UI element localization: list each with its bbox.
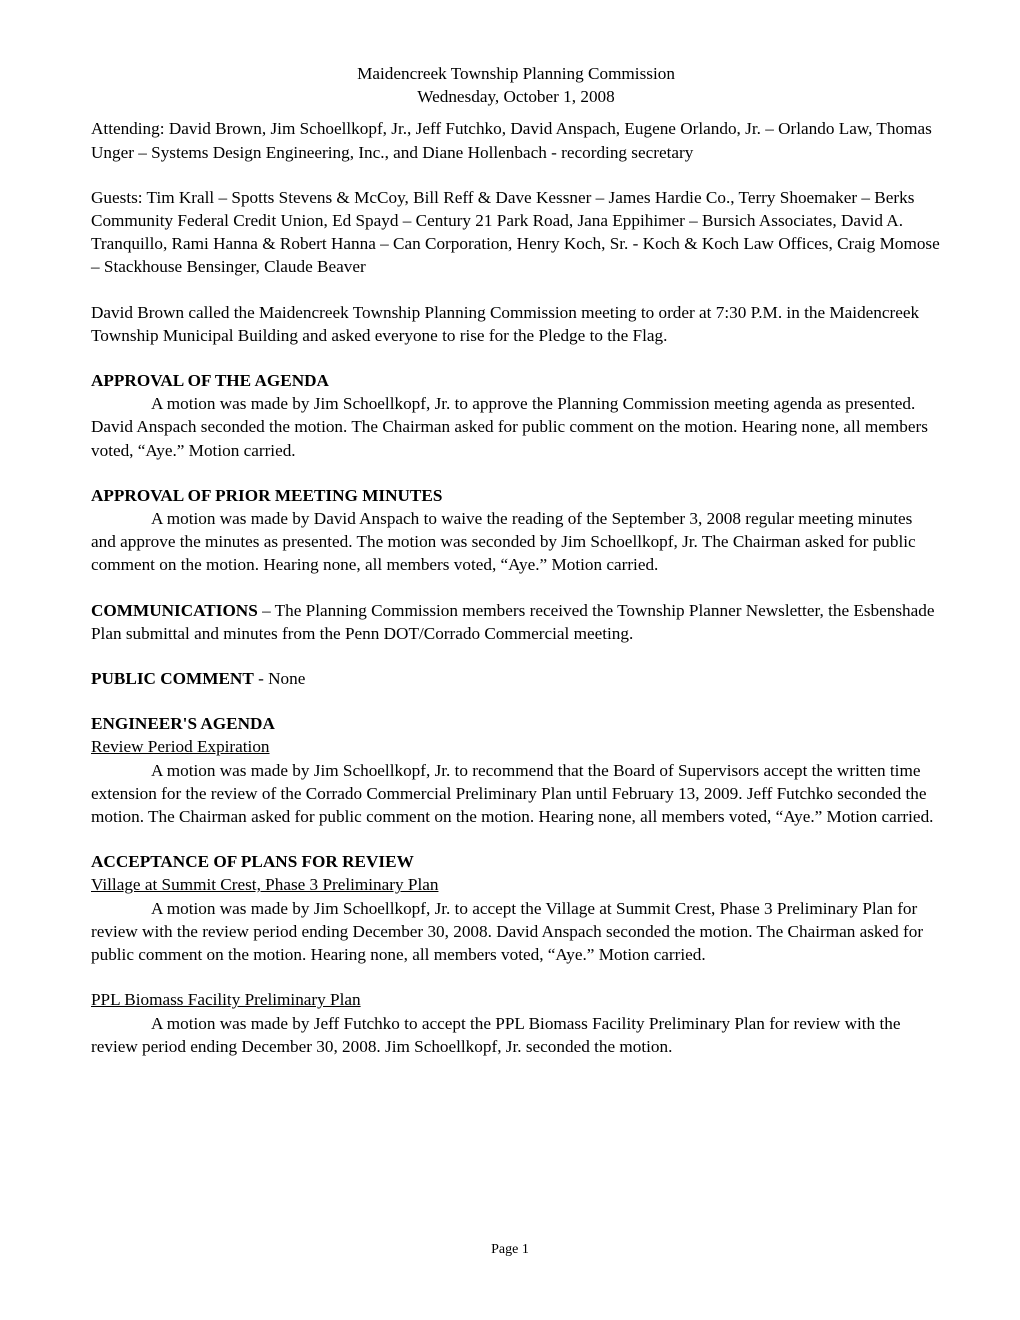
acceptance-item2-subheading: PPL Biomass Facility Preliminary Plan: [91, 990, 361, 1010]
document-header: [91, 62, 941, 108]
engineer-heading: ENGINEER'S AGENDA: [91, 714, 275, 734]
communications-paragraph: [91, 599, 941, 645]
agenda-text: A motion was made by Jim Schoellkopf, Jr. to approve the Planning Commission meeting agenda as presented. David Anspach seconded the motion. The Chairman asked for public comment on the motion. Hearing none, all members voted, “Aye.” Motion carried.: [91, 394, 928, 460]
public-comment-heading: PUBLIC COMMENT: [91, 669, 254, 689]
minutes-text: A motion was made by David Anspach to waive the reading of the September 3, 2008 regular meeting minutes and approve the minutes as presented. The motion was seconded by Jim Schoellkopf, Jr. The Chairman asked for public comment on the motion. Hearing none, all members voted, “Aye.” Motion carried.: [91, 509, 916, 575]
acceptance-item1-subheading: Village at Summit Crest, Phase 3 Preliminary Plan: [91, 875, 439, 895]
document-page: [91, 62, 941, 1058]
communications-text: – The Planning Commission members received the Township Planner Newsletter, the Esbenshade Plan submittal and minutes from the Penn DOT/Corrado Commercial meeting.: [91, 600, 935, 643]
agenda-heading: APPROVAL OF THE AGENDA: [91, 371, 329, 391]
attending-paragraph: Attending: David Brown, Jim Schoellkopf, Jr., Jeff Futchko, David Anspach, Eugene Orlando, Jr. – Orlando Law, Thomas Unger – Systems Design Engineering, Inc., and Diane Hollenbach - recording secretary: [91, 119, 932, 162]
engineer-text: A motion was made by Jim Schoellkopf, Jr. to recommend that the Board of Supervisors accept the written time extension for the review of the Corrado Commercial Preliminary Plan until February 13, 2009. Jeff Futchko seconded the motion. The Chairman asked for public comment on the motion. Hearing none, all members voted, “Aye.” Motion carried.: [91, 760, 934, 827]
call-to-order-paragraph: David Brown called the Maidencreek Township Planning Commission meeting to order at 7:30 P.M. in the Maidencreek Township Municipal Building and asked everyone to rise for the Pledge to the Flag.: [91, 302, 920, 345]
guests-paragraph: Guests: Tim Krall – Spotts Stevens & McCoy, Bill Reff & Dave Kessner – James Hardie Co., Terry Shoemaker – Berks Community Federal Credit Union, Ed Spayd – Century 21 Park Road, Jana Eppihimer – Bursich Associates, David A. Tranquillo, Rami Hanna & Robert Hanna – Can Corporation, Henry Koch, Sr. - Koch & Koch Law Offices, Craig Momose – Stackhouse Bensinger, Claude Beaver: [91, 187, 940, 277]
document-title: Maidencreek Township Planning Commission: [357, 64, 675, 83]
acceptance-item2-text: A motion was made by Jeff Futchko to accept the PPL Biomass Facility Preliminary Plan for review with the review period ending December 30, 2008. Jim Schoellkopf, Jr. seconded the motion.: [91, 1013, 901, 1056]
minutes-heading: APPROVAL OF PRIOR MEETING MINUTES: [91, 485, 443, 505]
public-comment-paragraph: [91, 667, 941, 690]
public-comment-text: - None: [253, 669, 306, 689]
acceptance-heading: ACCEPTANCE OF PLANS FOR REVIEW: [91, 852, 414, 872]
communications-heading: COMMUNICATIONS: [91, 600, 258, 620]
acceptance-item1-text: A motion was made by Jim Schoellkopf, Jr. to accept the Village at Summit Crest, Phase 3 Preliminary Plan for review with the review period ending December 30, 2008. David Anspach seconded the motion. The Chairman asked for public comment on the motion. Hearing none, all members voted, “Aye.” Motion carried.: [91, 898, 924, 965]
engineer-subheading: Review Period Expiration: [91, 737, 270, 757]
page-number: Page 1: [491, 1242, 529, 1257]
meeting-date: Wednesday, October 1, 2008: [417, 87, 615, 107]
